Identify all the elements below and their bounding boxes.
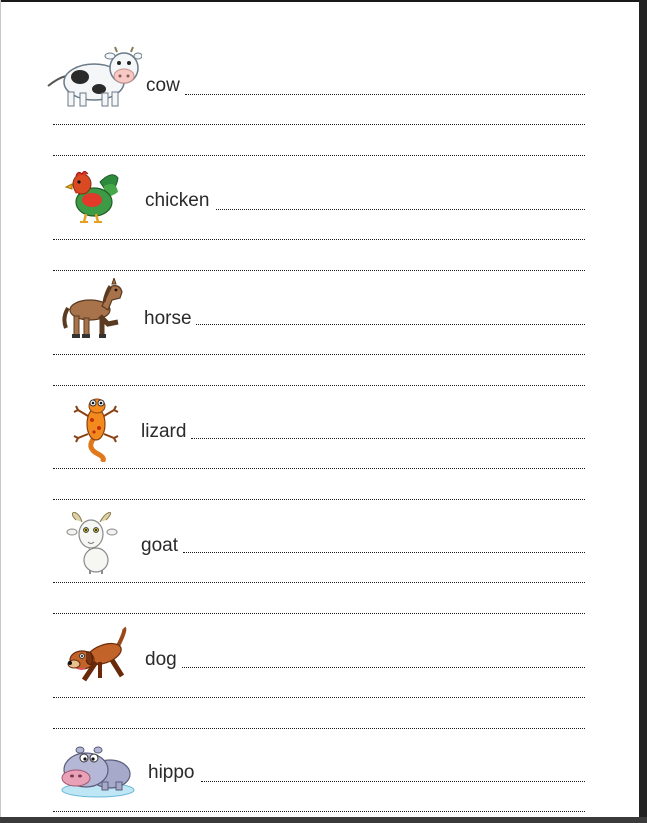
writing-line: [53, 385, 585, 386]
hippo-icon: [60, 742, 136, 798]
page-border-right: [639, 0, 647, 823]
writing-line: [53, 468, 585, 469]
trace-line: [191, 438, 585, 439]
trace-line: [201, 781, 585, 782]
trace-line: [183, 552, 585, 553]
writing-line: [53, 499, 585, 500]
writing-line: [53, 697, 585, 698]
word-cow: cow: [146, 75, 180, 96]
word-lizard: lizard: [141, 421, 187, 442]
lizard-icon: [72, 398, 122, 462]
trace-line: [185, 94, 585, 95]
word-goat: goat: [141, 535, 178, 556]
trace-line: [182, 667, 585, 668]
writing-line: [53, 270, 585, 271]
horse-icon: [62, 278, 126, 342]
word-horse: horse: [144, 308, 192, 329]
writing-line: [53, 811, 585, 812]
chicken-icon: [64, 168, 122, 226]
writing-line: [53, 155, 585, 156]
page-border-left: [0, 0, 1, 823]
word-dog: dog: [145, 649, 177, 670]
page-border-top: [0, 0, 647, 2]
writing-line: [53, 613, 585, 614]
cow-icon: [44, 46, 142, 108]
writing-line: [53, 728, 585, 729]
word-hippo: hippo: [148, 762, 195, 783]
writing-line: [53, 354, 585, 355]
writing-line: [53, 124, 585, 125]
page-border-bottom: [0, 817, 647, 823]
goat-icon: [66, 512, 120, 574]
dog-icon: [66, 626, 130, 686]
writing-line: [53, 239, 585, 240]
trace-line: [216, 209, 585, 210]
trace-line: [196, 324, 585, 325]
writing-line: [53, 582, 585, 583]
word-chicken: chicken: [145, 190, 210, 211]
